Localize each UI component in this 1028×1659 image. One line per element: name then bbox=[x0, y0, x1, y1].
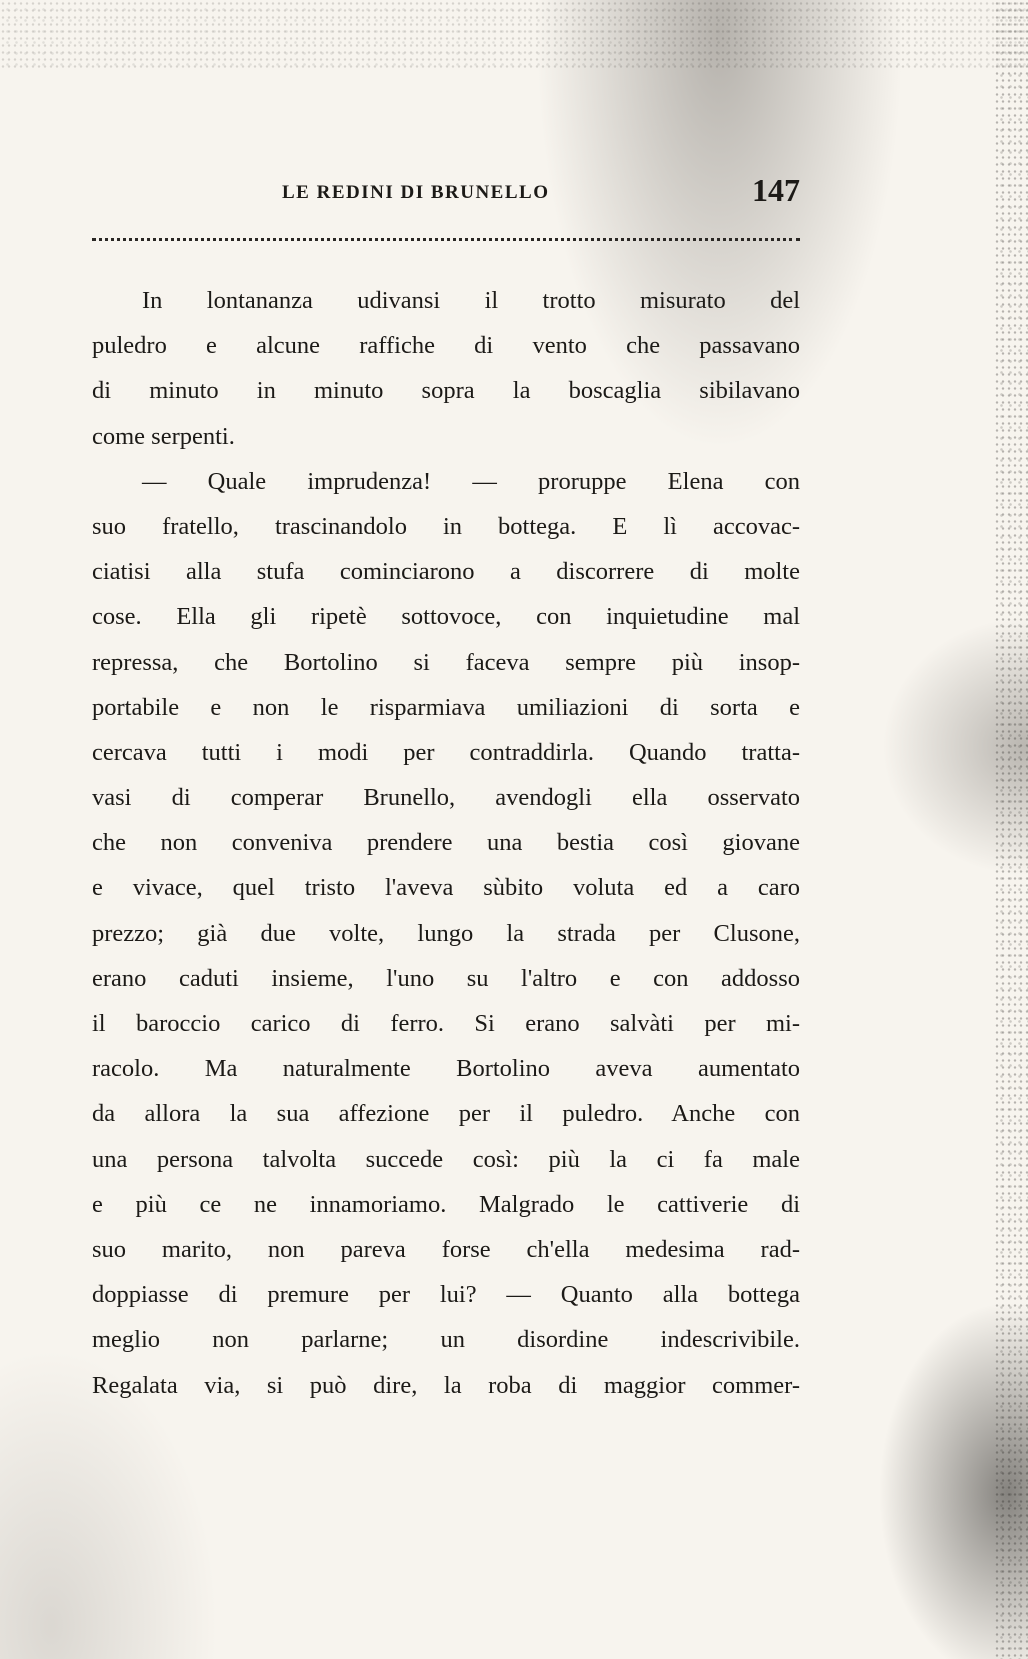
text-line: ciatisi alla stufa cominciarono a discorrere di molte bbox=[92, 558, 800, 586]
text-line: racolo. Ma naturalmente Bortolino aveva aumentato bbox=[92, 1055, 800, 1083]
page-number: 147 bbox=[752, 172, 800, 208]
text-line: che non conveniva prendere una bestia così giovane bbox=[92, 829, 800, 857]
body-text bbox=[92, 278, 800, 1408]
header-dotted-rule bbox=[92, 238, 800, 241]
text-line: meglio non parlarne; un disordine indescrivibile. bbox=[92, 1326, 800, 1354]
text-line: — Quale imprudenza! — proruppe Elena con bbox=[142, 467, 800, 495]
text-line: portabile e non le risparmiava umiliazioni di sorta e bbox=[92, 693, 800, 721]
text-line: il baroccio carico di ferro. Si erano salvàti per mi- bbox=[92, 1010, 800, 1037]
text-line: suo marito, non pareva forse ch'ella medesima rad- bbox=[92, 1235, 800, 1263]
text-line: di minuto in minuto sopra la boscaglia sibilavano bbox=[92, 377, 800, 405]
text-line: cose. Ella gli ripetè sottovoce, con inquietudine mal bbox=[92, 603, 800, 631]
running-title: LE REDINI DI BRUNELLO bbox=[282, 182, 550, 203]
text-line: erano caduti insieme, l'uno su l'altro e con addosso bbox=[92, 964, 800, 992]
scan-noise-right bbox=[994, 0, 1028, 1659]
text-line: In lontananza udivansi il trotto misurato del bbox=[142, 287, 800, 314]
text-line: come serpenti. bbox=[92, 422, 235, 450]
text-line: e più ce ne innamoriamo. Malgrado le cattiverie di bbox=[92, 1190, 800, 1218]
text-line: puledro e alcune raffiche di vento che passavano bbox=[92, 332, 800, 360]
text-line: suo fratello, trascinandolo in bottega. E lì accovac- bbox=[92, 512, 800, 540]
running-head bbox=[92, 170, 800, 214]
text-line: una persona talvolta succede così: più la ci fa male bbox=[92, 1145, 800, 1173]
text-line: cercava tutti i modi per contraddirla. Quando tratta- bbox=[92, 738, 800, 766]
text-line: e vivace, quel tristo l'aveva sùbito voluta ed a caro bbox=[92, 874, 800, 902]
text-line: prezzo; già due volte, lungo la strada per Clusone, bbox=[92, 919, 800, 947]
text-line: vasi di comperar Brunello, avendogli ella osservato bbox=[92, 784, 800, 812]
text-line: Regalata via, si può dire, la roba di maggior commer- bbox=[92, 1371, 800, 1399]
text-line: repressa, che Bortolino si faceva sempre più insop- bbox=[92, 648, 800, 676]
text-line: da allora la sua affezione per il puledro. Anche con bbox=[92, 1100, 800, 1128]
scan-noise-top bbox=[0, 0, 1028, 70]
text-line: doppiasse di premure per lui? — Quanto alla bottega bbox=[92, 1281, 800, 1309]
